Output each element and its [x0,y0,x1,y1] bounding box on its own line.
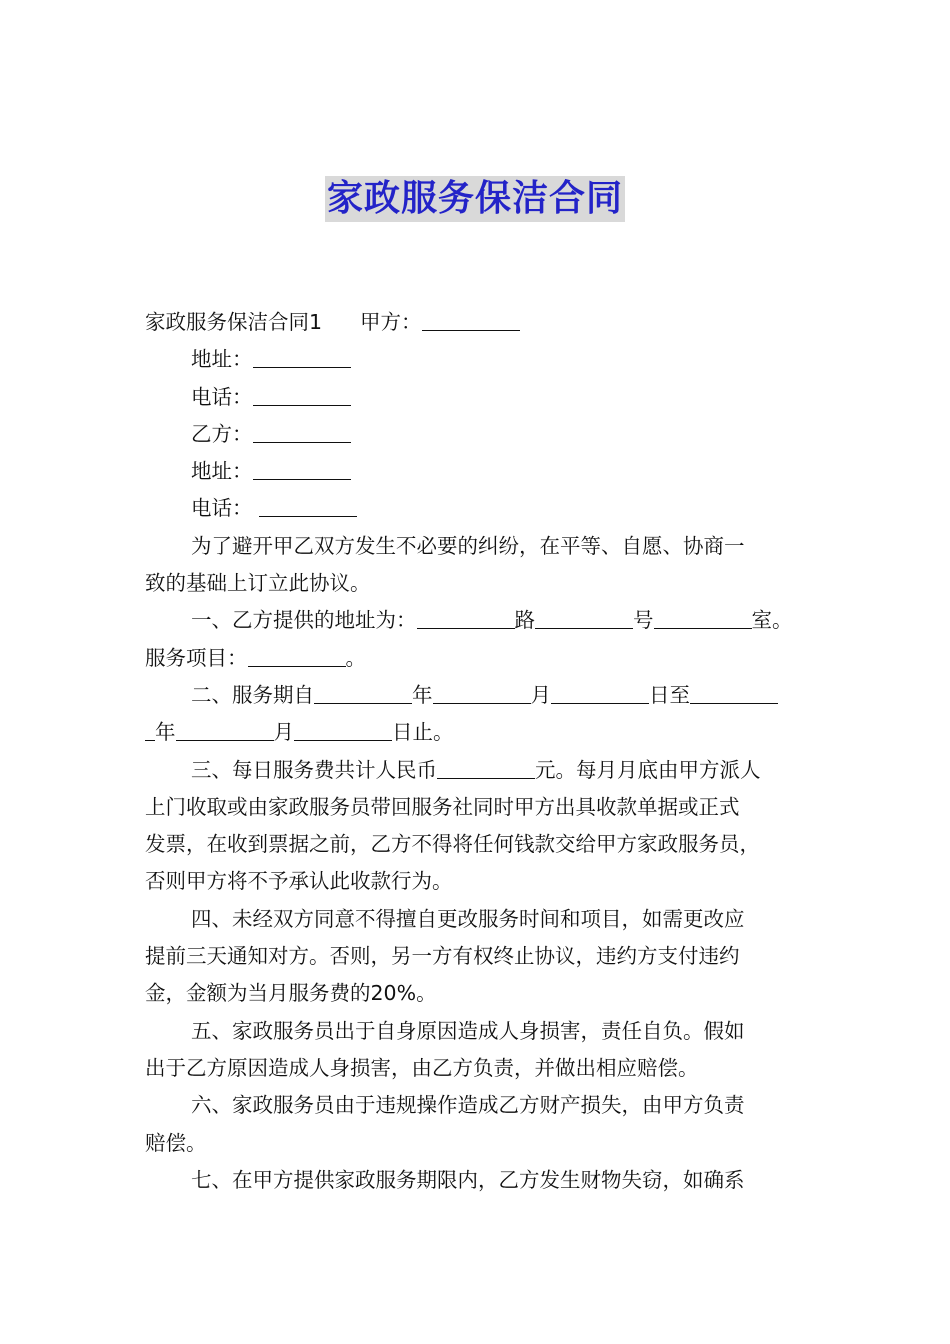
party-a-label: 甲方： [360,310,422,334]
field-label: 乙方： [191,421,253,446]
end-year-blank-a[interactable] [690,681,778,704]
clause-text: 月 [530,682,551,707]
clause-2-line-2 [145,714,810,751]
party-a-blank[interactable] [422,308,520,331]
clause-text: 年 [155,720,176,745]
party-a-phone-blank[interactable] [253,383,351,406]
clause-text: 一、乙方提供的地址为： [191,608,417,633]
clause-3-line-1 [145,752,810,789]
clause-1-line-2 [145,640,810,677]
clause-5-line-2: 出于乙方原因造成人身损害，由乙方负责，并做出相应赔偿。 [145,1055,699,1080]
party-b-address-blank[interactable] [253,457,351,480]
clause-text: 室。 [751,608,793,633]
clause-3-line-2: 上门收取或由家政服务员带回服务社同时甲方出具收款单据或正式 [145,794,740,819]
field-label: 电话： [191,496,253,521]
preamble-line-1: 为了避开甲乙双方发生不必要的纠纷，在平等、自愿、协商一 [191,533,745,558]
document-title-wrap [0,176,950,222]
clause-text: 号 [633,608,654,633]
room-blank[interactable] [654,606,752,629]
party-b-phone [145,490,810,527]
party-a-phone [145,379,810,416]
document-title: 家政服务保洁合同 [325,176,625,222]
clause-text: 。 [345,645,366,670]
preamble-line-2: 致的基础上订立此协议。 [145,571,371,596]
clause-7-line-1: 七、在甲方提供家政服务期限内，乙方发生财物失窃，如确系 [191,1167,745,1192]
clause-4-line-1: 四、未经双方同意不得擅自更改服务时间和项目，如需更改应 [191,906,745,931]
clause-text: 月 [273,720,294,745]
clause-3-line-4: 否则甲方将不予承认此收款行为。 [145,869,453,894]
clause-1-line-1 [145,602,810,639]
service-items-blank[interactable] [248,644,346,667]
fee-blank[interactable] [437,756,535,779]
clause-3-line-3: 发票，在收到票据之前，乙方不得将任何钱款交给甲方家政服务员， [145,832,760,857]
clause-2-line-1 [145,677,810,714]
clause-text: 元。每月月底由甲方派人 [535,757,761,782]
clause-text: 三、每日服务费共计人民币 [191,757,437,782]
start-month-blank[interactable] [433,681,531,704]
clause-4-line-2: 提前三天通知对方。否则，另一方有权终止协议，违约方支付违约 [145,944,740,969]
clause-4-line-3: 金，金额为当月服务费的20%。 [145,981,437,1006]
party-b-phone-blank[interactable] [259,494,357,517]
clause-text: 日止。 [392,720,454,745]
clause-5-line-1: 五、家政服务员出于自身原因造成人身损害，责任自负。假如 [191,1018,745,1043]
clause-text: 路 [514,608,535,633]
party-b-address [145,453,810,490]
end-year-blank-b[interactable] [145,718,155,741]
clause-text: 年 [412,682,433,707]
road-blank[interactable] [417,606,515,629]
clause-6-line-2: 赔偿。 [145,1130,207,1155]
contract-body [145,304,810,1199]
clause-text: 服务项目： [145,645,248,670]
party-a-address-blank[interactable] [253,345,351,368]
start-year-blank[interactable] [314,681,412,704]
field-label: 电话： [191,384,253,409]
end-day-blank[interactable] [294,718,392,741]
party-a-address [145,341,810,378]
field-label: 地址： [191,347,253,372]
end-month-blank[interactable] [176,718,274,741]
clause-text: 二、服务期自 [191,682,314,707]
start-day-blank[interactable] [551,681,649,704]
section-label: 家政服务保洁合同1 [145,310,323,334]
header-line [145,304,810,341]
party-b-name [145,416,810,453]
clause-6-line-1: 六、家政服务员由于违规操作造成乙方财产损失，由甲方负责 [191,1093,745,1118]
clause-text: 日至 [649,682,690,707]
party-b-blank[interactable] [253,420,351,443]
field-label: 地址： [191,459,253,484]
number-blank[interactable] [535,606,633,629]
